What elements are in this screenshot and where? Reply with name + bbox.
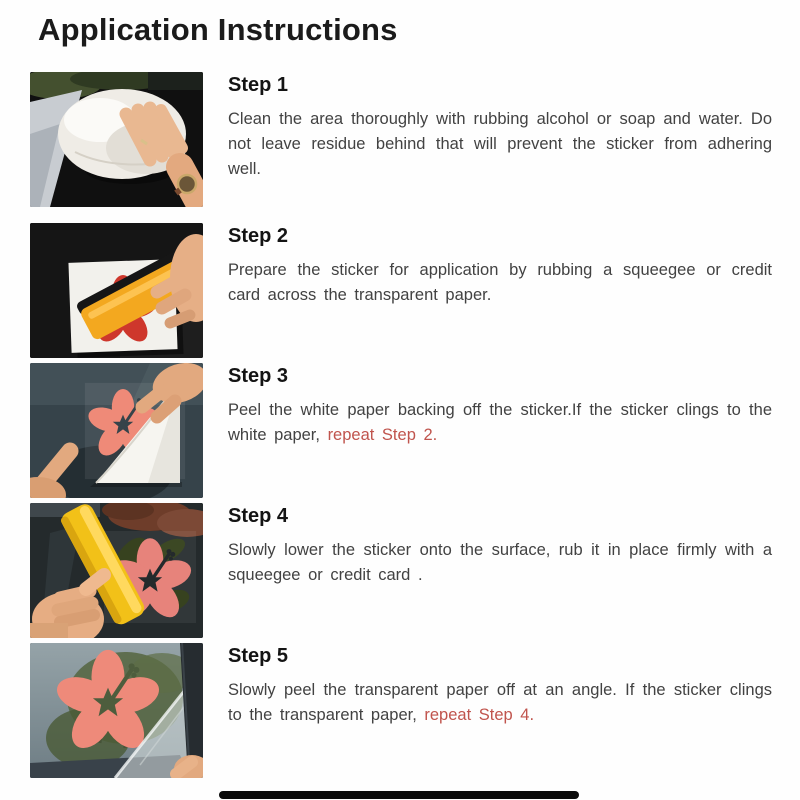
peel-white-paper-icon: [30, 363, 203, 498]
step-body: [228, 398, 772, 448]
squeegee-on-window-icon: [30, 503, 203, 638]
step-body: [228, 678, 772, 728]
photo-peel-backing: [30, 363, 203, 498]
step-row-2: [30, 223, 772, 358]
step-body-text: Peel the white paper backing off the sticker.If the sticker clings to the white paper,: [228, 401, 772, 444]
step-row-1: [30, 72, 772, 207]
photo-prepare-sticker: [30, 223, 203, 358]
step-text-3: [228, 363, 772, 448]
photo-apply-sticker: [30, 503, 203, 638]
step-heading: Step 5: [228, 645, 289, 667]
step-body-text: Prepare the sticker for application by rubbing a squeegee or credit card across the transparent paper.: [228, 261, 772, 304]
step-body-red-text: repeat Step 2.: [327, 426, 438, 444]
step-body-text: Clean the area thoroughly with rubbing alcohol or soap and water. Do not leave residue behind that will prevent the sticker from adhering well.: [228, 110, 772, 178]
step-body: [228, 258, 772, 308]
step-heading: Step 3: [228, 365, 289, 387]
step-body-text: Slowly lower the sticker onto the surface, rub it in place firmly with a squeegee or credit card .: [228, 541, 772, 584]
step-text-4: [228, 503, 772, 588]
step-heading: Step 2: [228, 225, 289, 247]
step-text-2: [228, 223, 772, 308]
step-heading: Step 4: [228, 505, 289, 527]
home-indicator-bar: [219, 791, 579, 799]
peel-transparent-paper-icon: [30, 643, 203, 778]
step-row-5: [30, 643, 772, 778]
photo-peel-transfer-paper: [30, 643, 203, 778]
step-heading: Step 1: [228, 74, 289, 96]
step-text-5: [228, 643, 772, 728]
steps-list: [30, 72, 772, 783]
step-body-text: Slowly peel the transparent paper off at an angle. If the sticker clings to the transparent paper,: [228, 681, 772, 724]
photo-clean-surface: [30, 72, 203, 207]
page-title: Application Instructions: [38, 12, 398, 47]
step-body: [228, 538, 772, 588]
step-body-red-text: repeat Step 4.: [424, 706, 535, 724]
cloth-wipe-icon: [30, 72, 203, 207]
step-row-4: [30, 503, 772, 638]
step-body: [228, 107, 772, 182]
step-text-1: [228, 72, 772, 182]
step-row-3: [30, 363, 772, 498]
squeegee-on-sticker-icon: [30, 223, 203, 358]
